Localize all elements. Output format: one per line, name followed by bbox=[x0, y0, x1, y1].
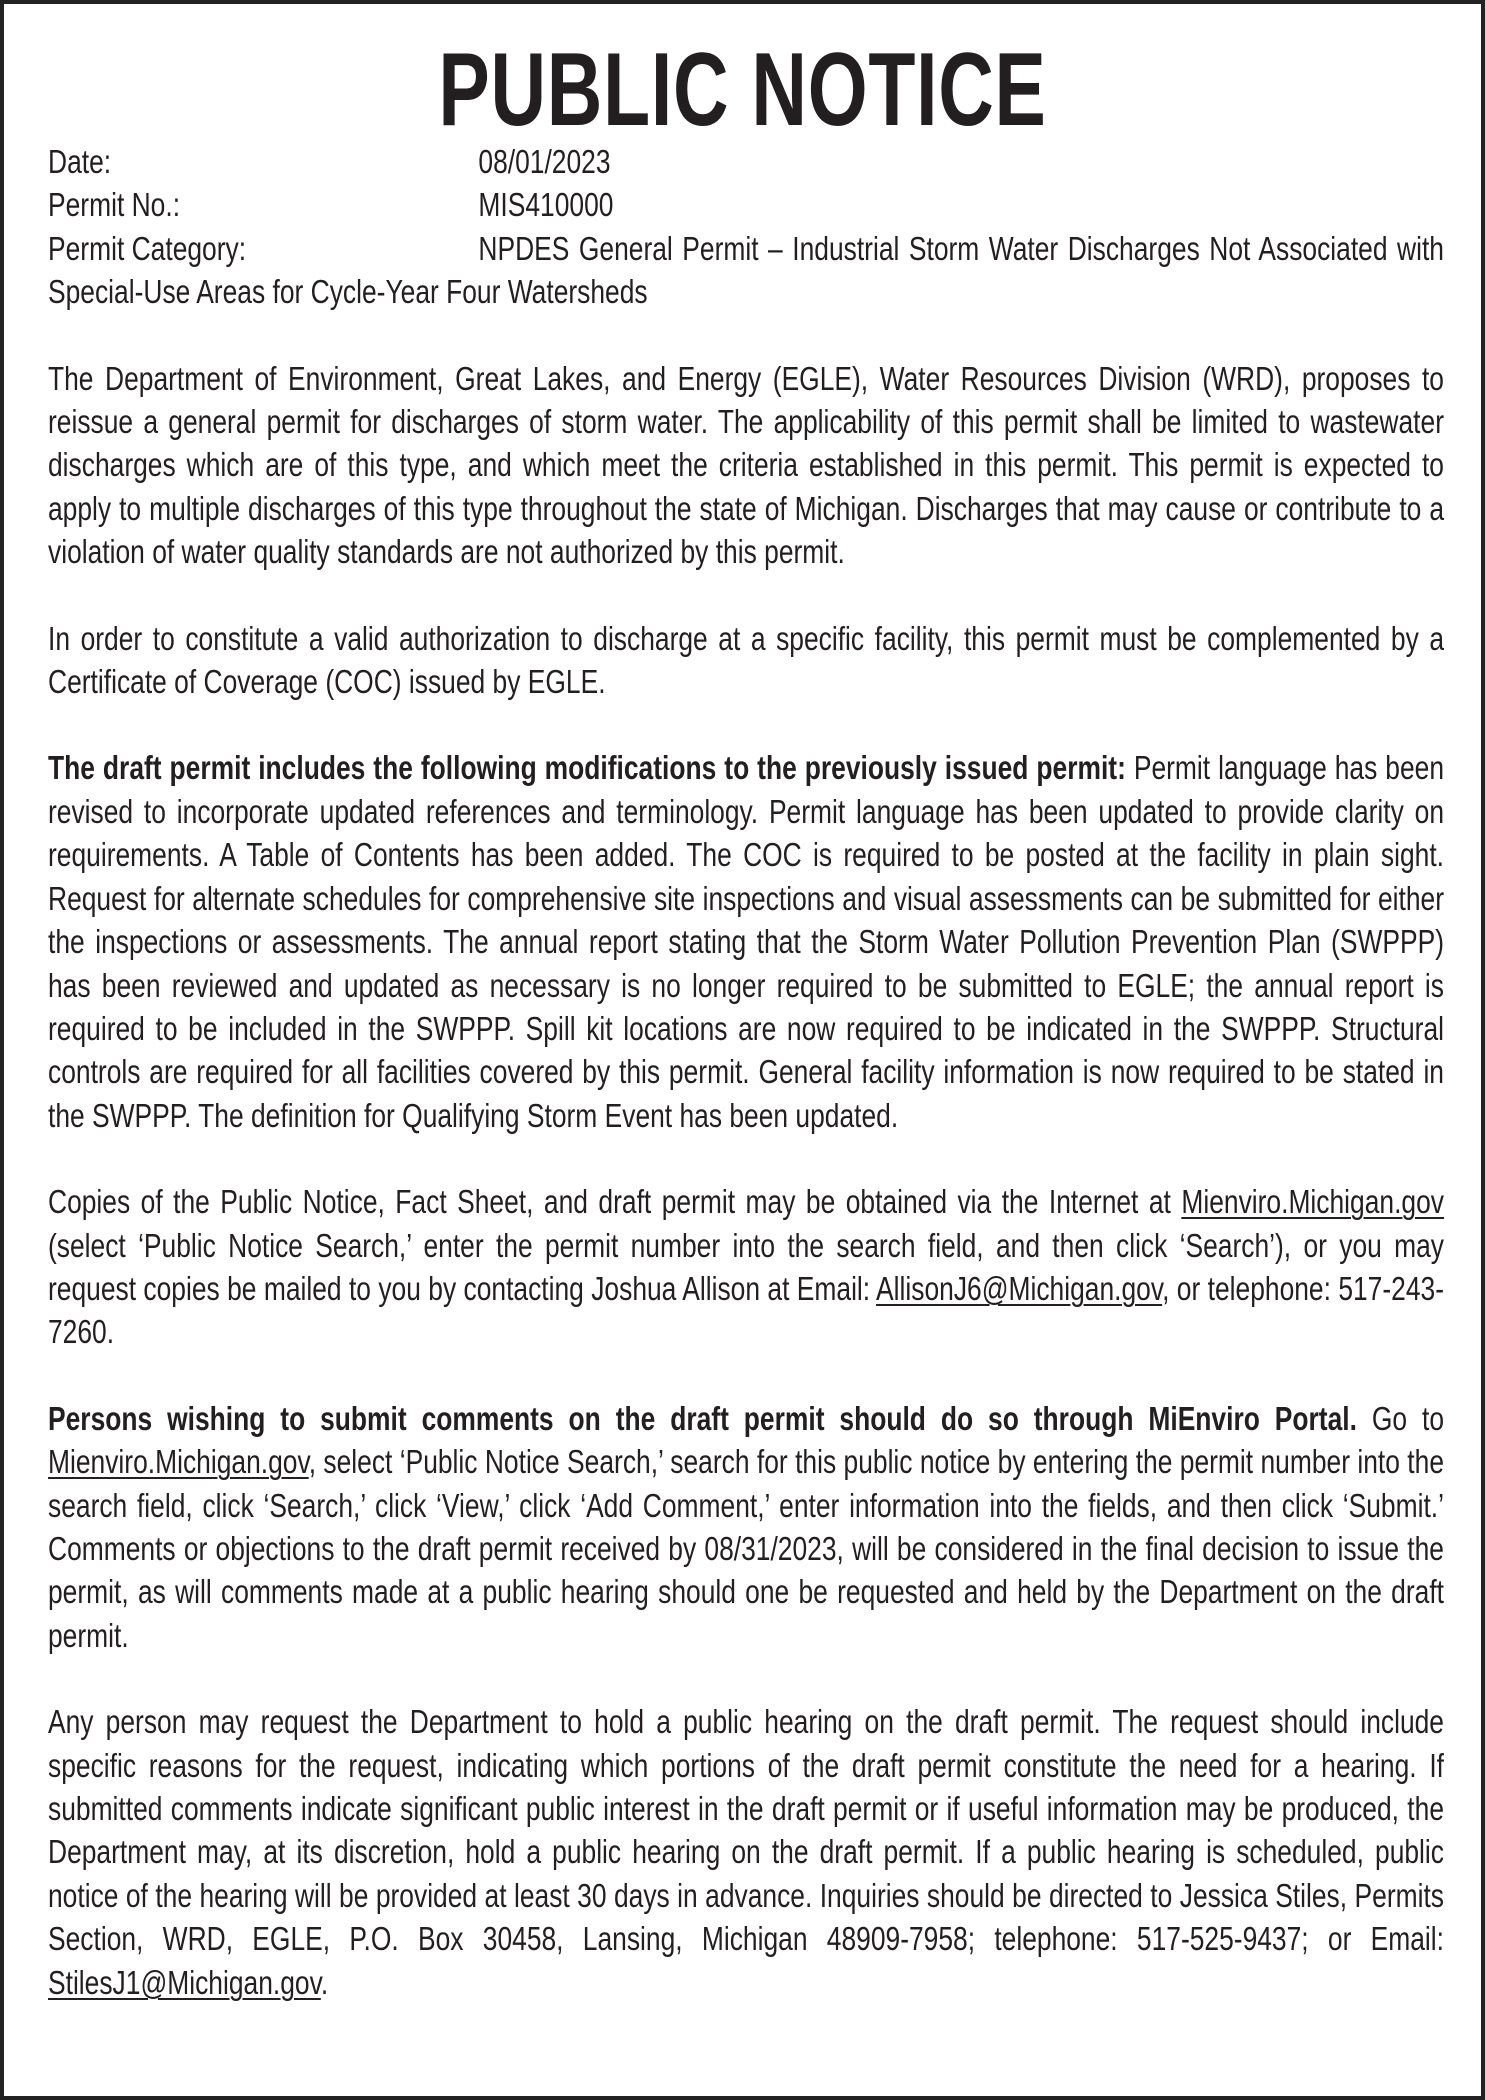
hearing-text-b: . bbox=[320, 1963, 329, 2001]
paragraph-proposal: The Department of Environment, Great Lakes, and Energy (EGLE), Water Resources Division (WRD), proposes to reissue a general permit for discharges of storm water. The applicability of this permit shall be limited to wastewater discharges which are of this type, and which meet the criteria established in this permit. This permit is expected to apply to multiple discharges of this type throughout the state of Michigan. Discharges that may cause or contribute to a violation of water quality standards are not authorized by this permit. bbox=[48, 359, 1444, 571]
paragraph-hearing bbox=[48, 1700, 1444, 2004]
comments-text-a: Go to bbox=[1356, 1399, 1444, 1437]
permit-category-row bbox=[48, 227, 1444, 314]
permit-category-value: NPDES General Permit – Industrial Storm Water Discharges Not Associated with Special-Use Areas for Cycle-Year Four Watersheds bbox=[48, 229, 1444, 311]
paragraph-copies bbox=[48, 1180, 1444, 1354]
stiles-email-link[interactable]: StilesJ1@Michigan.gov bbox=[48, 1963, 321, 2001]
notice-content bbox=[48, 140, 1444, 2047]
paragraph-authorization: In order to constitute a valid authorization to discharge at a specific facility, this permit must be complemented by a Certificate of Coverage (COC) issued by EGLE. bbox=[48, 619, 1444, 701]
notice-body bbox=[48, 140, 1444, 2004]
paragraph-modifications bbox=[48, 746, 1444, 1137]
allison-email-link[interactable]: AllisonJ6@Michigan.gov bbox=[876, 1269, 1163, 1307]
permit-number-value: MIS410000 bbox=[478, 186, 614, 224]
permit-category-label: Permit Category: bbox=[48, 229, 247, 267]
mienviro-link[interactable]: Mienviro.Michigan.gov bbox=[1181, 1183, 1444, 1221]
comments-text-b: , select ‘Public Notice Search,’ search for this public notice by entering the permit number into the search field, click ‘Search,’ click ‘View,’ click ‘Add Comment,’ enter information into the fields, and then click ‘Submit.’ Comments or objections to the draft permit received by 08/31/2023, will be considered in the final decision to issue the permit, as will comments made at a public hearing should one be requested and held by the Department on the draft permit. bbox=[48, 1443, 1444, 1654]
paragraph-comments bbox=[48, 1397, 1444, 1657]
copies-text-b: (select ‘Public Notice Search,’ enter the permit number into the search field, and then click ‘Search’), or you may request copies be mailed to you by contacting Joshua Allison at Email: bbox=[48, 1226, 1444, 1307]
comments-heading: Persons wishing to submit comments on the draft permit should do so through MiEnviro Portal. bbox=[48, 1399, 1357, 1437]
date-label: Date: bbox=[48, 143, 112, 180]
modifications-heading: The draft permit includes the following modifications to the previously issued permit: bbox=[48, 749, 1126, 787]
permit-number-row bbox=[48, 183, 1444, 226]
hearing-text-a: Any person may request the Department to hold a public hearing on the draft permit. The request should include specific reasons for the request, indicating which portions of the draft permit constitute the need for a hearing. If submitted comments indicate significant public interest in the draft permit or if useful information may be produced, the Department may, at its discretion, hold a public hearing on the draft permit. If a public hearing is scheduled, public notice of the hearing will be provided at least 30 days in advance. Inquiries should be directed to Jessica Stiles, Permits Section, WRD, EGLE, P.O. Box 30458, Lansing, Michigan 48909-7958; telephone: 517-525-9437; or Email: bbox=[48, 1703, 1444, 1958]
mienviro-portal-link[interactable]: Mienviro.Michigan.gov bbox=[48, 1443, 309, 1481]
date-row bbox=[48, 140, 1444, 183]
notice-title: PUBLIC NOTICE bbox=[438, 32, 1047, 148]
permit-number-label: Permit No.: bbox=[48, 186, 181, 224]
copies-text-c: , or telephone: 517-243-7260. bbox=[48, 1269, 1444, 1351]
copies-text-a: Copies of the Public Notice, Fact Sheet, and draft permit may be obtained via the Internet at bbox=[48, 1183, 1182, 1221]
modifications-text: Permit language has been revised to incorporate updated references and terminology. Permit language has been updated to provide clarity on requirements. A Table of Contents has been added. The COC is required to be posted at the facility in plain sight. Request for alternate schedules for comprehensive site inspections and visual assessments can be submitted for either the inspections or assessments. The annual report stating that the Storm Water Pollution Prevention Plan (SWPPP) has been reviewed and updated as necessary is no longer required to be submitted to EGLE; the annual report is required to be included in the SWPPP. Spill kit locations are now required to be indicated in the SWPPP. Structural controls are required for all facilities covered by this permit. General facility information is now required to be stated in the SWPPP. The definition for Qualifying Storm Event has been updated. bbox=[48, 749, 1445, 1134]
date-value: 08/01/2023 bbox=[478, 143, 611, 180]
